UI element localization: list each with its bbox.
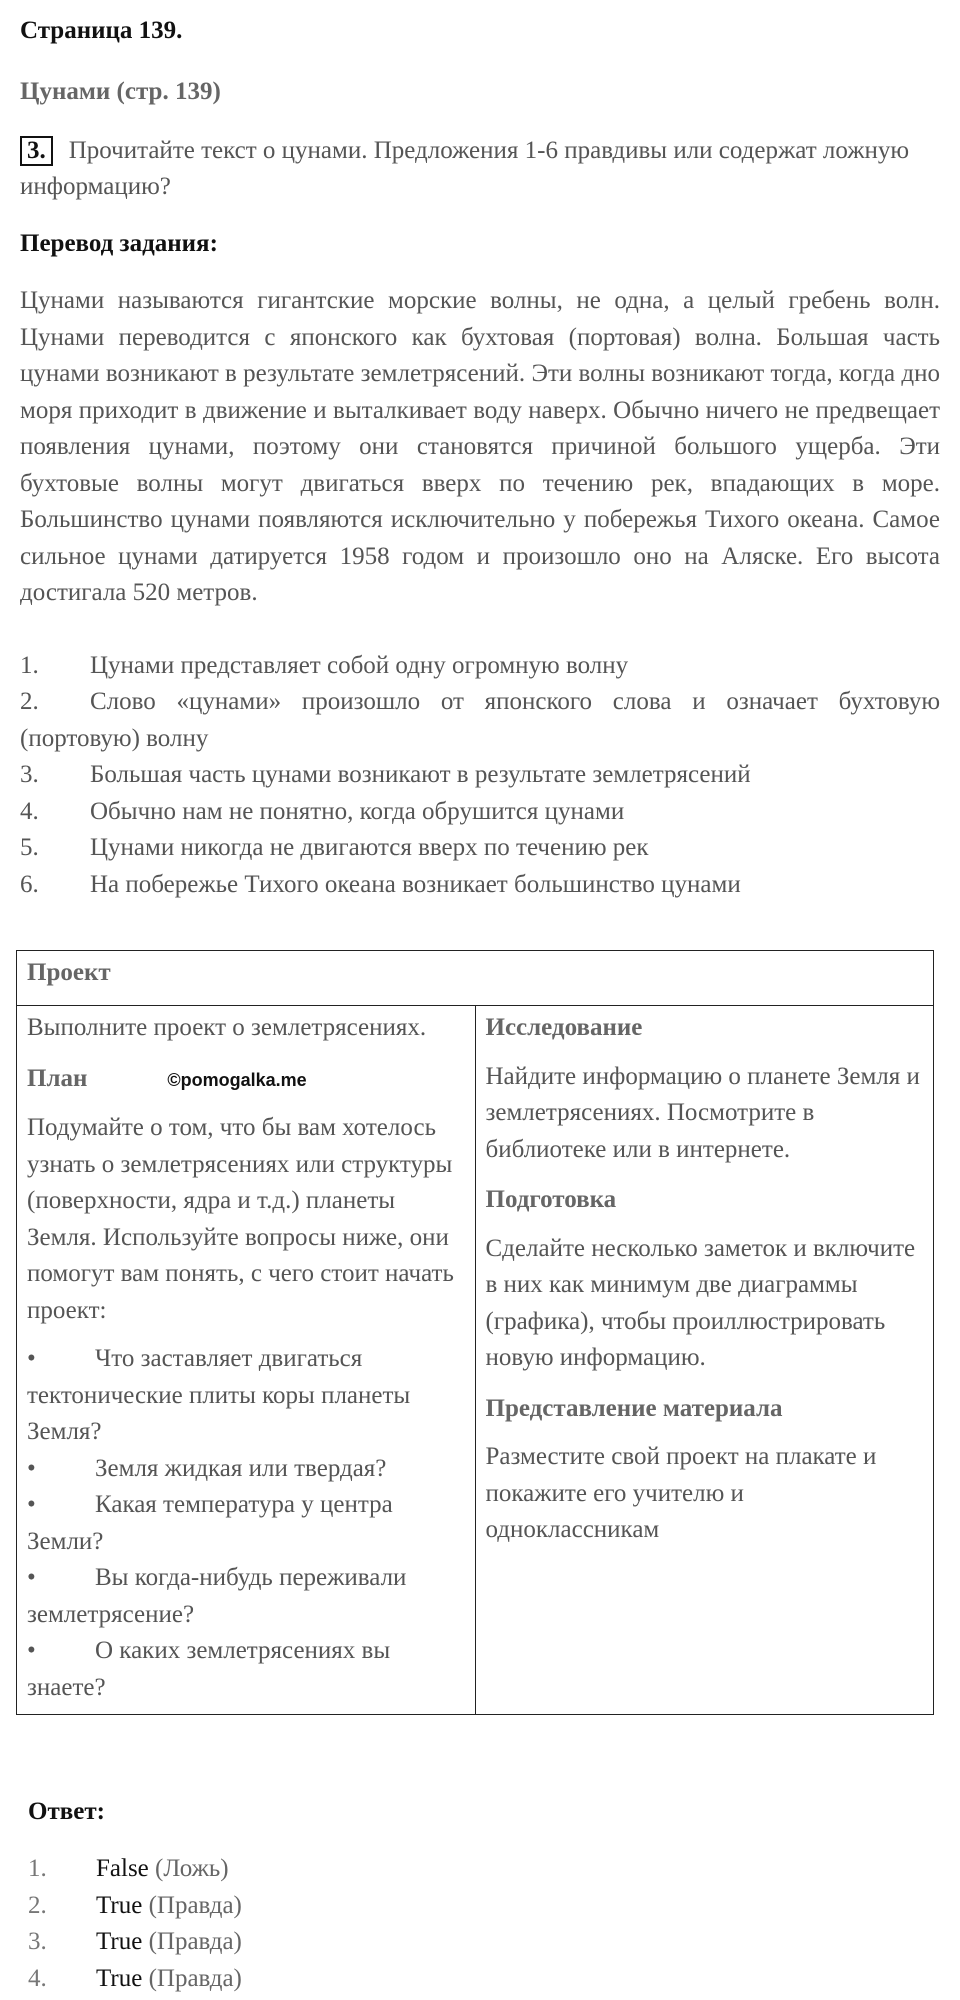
project-table xyxy=(16,950,934,1715)
task-block xyxy=(20,133,940,205)
statement-text: Обычно нам не понятно, когда обрушится цунами xyxy=(90,797,625,825)
page-title: Страница 139. xyxy=(20,17,183,44)
question-text: О каких землетрясениях вы знаете? xyxy=(27,1637,391,1701)
answer-value: True xyxy=(96,1964,143,1992)
questions-list xyxy=(27,1341,465,1706)
task-number-box: 3. xyxy=(20,136,53,166)
answer-item xyxy=(28,1888,928,1925)
plan-heading: План xyxy=(27,1064,88,1092)
question-text: Вы когда-нибудь переживали землетрясение? xyxy=(27,1564,407,1628)
plan-heading-row xyxy=(27,1061,465,1099)
document-page xyxy=(20,14,940,903)
task-text: Прочитайте текст о цунами. Предложения 1-6 правдивы или содержат ложную информацию? xyxy=(20,137,910,200)
answer-translation: (Ложь) xyxy=(155,1855,229,1882)
statement-item xyxy=(20,757,940,794)
answer-translation: (Правда) xyxy=(148,1964,242,1992)
answer-section xyxy=(28,1795,928,1997)
statement-item xyxy=(20,830,940,867)
answer-value: True xyxy=(96,1891,143,1919)
project-intro: Выполните проект о землетрясениях. xyxy=(27,1014,427,1041)
question-item xyxy=(27,1341,465,1451)
answer-item xyxy=(28,1961,928,1998)
answer-item xyxy=(28,1851,928,1888)
bullet-icon: • xyxy=(27,1345,36,1372)
statement-text: Цунами никогда не двигаются вверх по течению рек xyxy=(90,834,649,861)
statement-number: 3. xyxy=(20,761,39,788)
bullet-icon: • xyxy=(27,1454,36,1482)
present-text: Разместите свой проект на плакате и покажите его учителю и одноклассникам xyxy=(485,1443,877,1543)
statement-text: Слово «цунами» произошло от японского слова и означает бухтовую (портовую) волну xyxy=(20,688,940,752)
answer-translation: (Правда) xyxy=(148,1928,242,1955)
statement-number: 2. xyxy=(20,688,39,715)
answer-heading: Ответ: xyxy=(28,1798,105,1825)
answer-list xyxy=(28,1851,928,1997)
project-right-cell xyxy=(475,1006,934,1715)
translation-paragraph: Цунами называются гигантские морские волны, не одна, а целый гребень волн. Цунами переводится с японского как бухтовая (портовая) волна. Большая часть цунами возникают в результате землетрясений. Эти волны возникают тогда, когда дно моря приходит в движение и выталкивает воду наверх. Обычно ничего не предвещает появления цунами, поэтому они становятся причиной большого ущерба. Эти бухтовые волны могут двигаться вверх по течению рек, впадающих в море. Большинство цунами появляются исключительно у побережья Тихого океана. Самое сильное цунами датируется 1958 годом и произошло оно на Аляске. Его высота достигала 520 метров. xyxy=(20,287,940,606)
statement-item xyxy=(20,867,940,904)
plan-text: Подумайте о том, что бы вам хотелось узнать о землетрясениях или структуры (поверхности, ядра и т.д.) планеты Земля. Используйте вопросы ниже, они помогут вам понять, с чего стоит начать проект: xyxy=(27,1114,454,1324)
answer-translation: (Правда) xyxy=(148,1891,242,1919)
answer-value: False xyxy=(96,1855,149,1882)
statement-text: Большая часть цунами возникают в результате землетрясений xyxy=(90,761,751,788)
answer-item xyxy=(28,1924,928,1961)
statement-item xyxy=(20,684,940,757)
statement-number: 4. xyxy=(20,797,39,825)
project-left-cell xyxy=(17,1006,476,1715)
watermark-text: ©pomogalka.me xyxy=(167,1069,307,1090)
question-item xyxy=(27,1487,465,1560)
statements-list xyxy=(20,648,940,904)
statement-number: 6. xyxy=(20,870,39,898)
question-item xyxy=(27,1633,465,1706)
research-text: Найдите информацию о планете Земля и землетрясениях. Посмотрите в библиотеке или в интернете. xyxy=(485,1062,920,1163)
statement-number: 5. xyxy=(20,834,39,861)
answer-number: 4. xyxy=(28,1964,47,1992)
answer-number: 2. xyxy=(28,1891,47,1919)
bullet-icon: • xyxy=(27,1491,36,1518)
present-heading: Представление материала xyxy=(485,1394,783,1422)
answer-number: 3. xyxy=(28,1928,47,1955)
question-item xyxy=(27,1451,465,1488)
statement-item xyxy=(20,648,940,685)
statement-text: На побережье Тихого океана возникает большинство цунами xyxy=(90,870,741,898)
question-text: Что заставляет двигаться тектонические плиты коры планеты Земля? xyxy=(27,1345,411,1445)
answer-value: True xyxy=(96,1928,143,1955)
statement-number: 1. xyxy=(20,651,39,679)
prep-heading: Подготовка xyxy=(485,1186,617,1213)
bullet-icon: • xyxy=(27,1637,36,1664)
section-subtitle: Цунами (стр. 139) xyxy=(20,78,221,105)
statement-item xyxy=(20,794,940,831)
question-text: Какая температура у центра Земли? xyxy=(27,1491,393,1555)
bullet-icon: • xyxy=(27,1564,36,1591)
translation-heading: Перевод задания: xyxy=(20,230,218,257)
research-heading: Исследование xyxy=(485,1014,643,1041)
question-text: Земля жидкая или твердая? xyxy=(95,1454,387,1482)
question-item xyxy=(27,1560,465,1633)
prep-text: Сделайте несколько заметок и включите в них как минимум две диаграммы (графика), чтобы проиллюстрировать новую информацию. xyxy=(485,1234,916,1371)
project-heading: Проект xyxy=(17,951,934,1006)
statement-text: Цунами представляет собой одну огромную волну xyxy=(90,651,629,679)
answer-number: 1. xyxy=(28,1855,47,1882)
